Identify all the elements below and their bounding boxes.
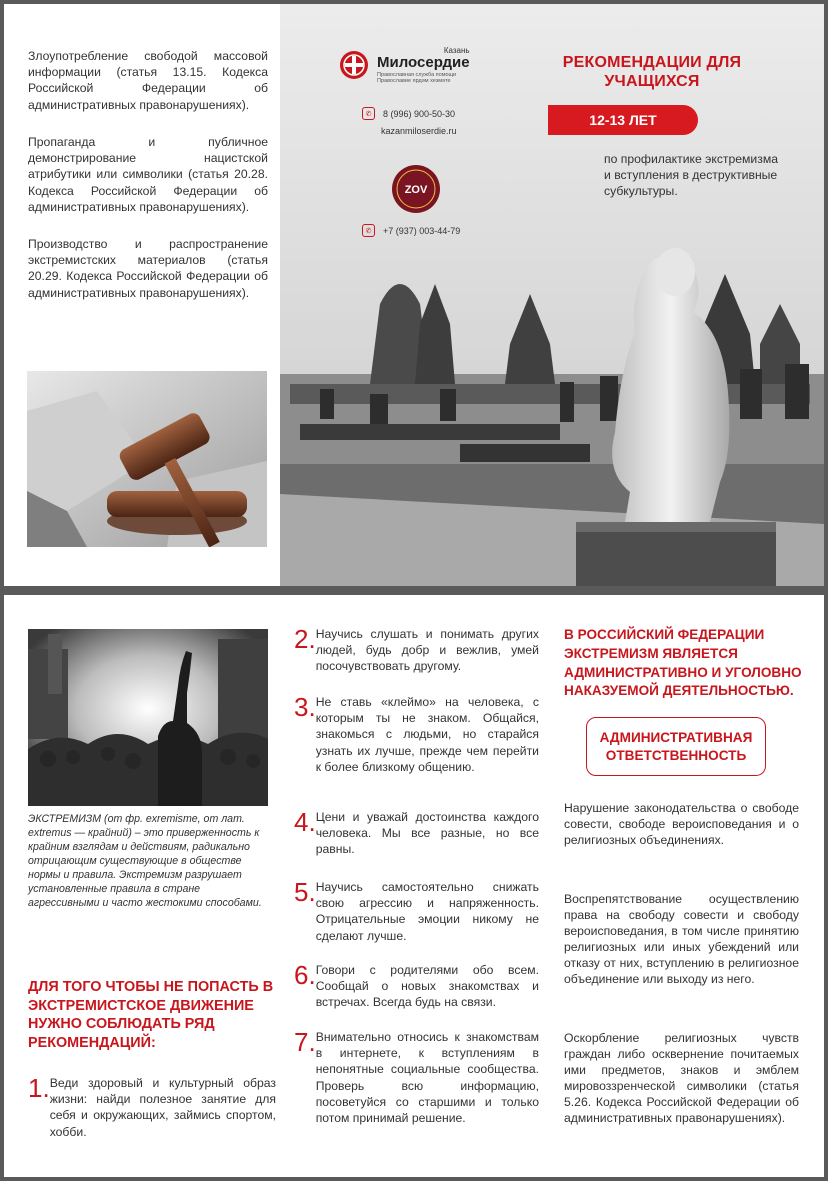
phone-line-1 bbox=[362, 107, 455, 120]
logo-subtitle: Православная служба помощи bbox=[377, 71, 457, 78]
logo-city: Казань bbox=[443, 46, 470, 55]
recommendations-heading: ДЛЯ ТОГО ЧТОБЫ НЕ ПОПАСТЬ В ЭКСТРЕМИСТСКОЕ ДВИЖЕНИЕ НУЖНО СОБЛЮДАТЬ РЯД РЕКОМЕНДАЦИЙ: bbox=[28, 979, 274, 1052]
liability-paragraph: Воспрепятствование осуществлению права на свободу совести и свободу вероисповедания, в том числе принятию религиозных или иных убеждений или отказу от них, вступлению в религиозное объединение или выходу из него. bbox=[564, 892, 799, 987]
recommendation-number: 2. bbox=[294, 624, 316, 654]
liability-paragraph: Нарушение законодательства о свободе совести, свободе вероисповедания и о религиозных объединениях. bbox=[564, 801, 799, 848]
recommendation-number: 5. bbox=[294, 877, 316, 907]
contact-block bbox=[339, 46, 539, 85]
recommendation-text: Научись слушать и понимать других людей, будь добр и вежлив, умей посочувствовать другому. bbox=[315, 627, 539, 674]
logo-subtitle-tatar: Православие ярдәм хезмәте bbox=[377, 78, 451, 85]
phone-number-2[interactable]: +7 (937) 003-44-79 bbox=[383, 225, 461, 236]
recommendation-number: 3. bbox=[294, 692, 316, 722]
recommendation-text: Веди здоровый и культурный образ жизни: найди полезное занятие для себя и окружающих, займись спортом, хобби. bbox=[49, 1076, 276, 1139]
recommendation-text: Говори с родителями обо всем. Сообщай о новых знакомствах и встречах. Всегда будь на связи. bbox=[315, 963, 539, 1010]
age-badge: 12-13 ЛЕТ bbox=[548, 105, 698, 135]
recommendation-text: Не ставь «клеймо» на человека, с которым ты не знаком. Общайся, знакомься с людьми, но старайся узнать их лучше, прежде чем перейти к более близкому общению. bbox=[315, 695, 539, 774]
recommendation-item bbox=[294, 694, 539, 775]
phone-line-2 bbox=[362, 224, 460, 237]
recommendation-item bbox=[294, 626, 539, 675]
liability-paragraph: Оскорбление религиозных чувств граждан либо осквернение почитаемых ими предметов, знаков и эмблем мировоззренческой символики (статья 5.26. Кодекса Российской Федерации об административных правонарушениях). bbox=[564, 1031, 799, 1126]
recommendation-item bbox=[28, 1075, 276, 1140]
recommendation-text: Внимательно относись к знакомствам в интернете, к вступлениям в непонятные социальные сообщества. Проверь всю информацию, посоветуйся со старшими и только потом принимай решение. bbox=[315, 1030, 539, 1126]
recommendation-number: 4. bbox=[294, 807, 316, 837]
violation-paragraph: Злоупотребление свободой массовой информации (статья 13.15. Кодекса Российской Федерации об административных правонарушениях). bbox=[28, 49, 268, 112]
zov-logo-text: ZOV bbox=[404, 184, 428, 196]
recommendation-item bbox=[294, 962, 539, 1011]
recommendation-item bbox=[294, 809, 539, 858]
recommendation-number: 1. bbox=[28, 1073, 50, 1103]
liability-heading: В РОССИЙСКИЙ ФЕДЕРАЦИИ ЭКСТРЕМИЗМ ЯВЛЯЕТСЯ АДМИНИСТРАТИВНО И УГОЛОВНО НАКАЗУЕМОЙ ДЕЯТЕЛЬНОСТЬЮ. bbox=[564, 627, 802, 699]
gavel-photo bbox=[27, 371, 267, 547]
recommendation-text: Цени и уважай достоинства каждого человека. Мы все разные, но все равны. bbox=[315, 810, 539, 857]
brochure-outer-side bbox=[4, 4, 824, 586]
recommendation-item bbox=[294, 1029, 539, 1126]
violation-paragraph: Пропаганда и публичное демонстрирование нацистской атрибутики или символики (статья 20.28. Кодекса Российской Федерации об административных правонарушениях). bbox=[28, 134, 268, 214]
website-line bbox=[381, 126, 457, 136]
extremism-definition: ЭКСТРЕМИЗМ (от фр. exremisme, от лат. extremus — крайний) – это приверженность к крайним взглядам и действиям, радикально отрицающим существующие в обществе нормы и правила. Экстремизм разрушает установленные правила в стране агрессивными и часто жестокими способами. bbox=[28, 813, 262, 909]
protest-photo bbox=[28, 629, 268, 806]
phone-number-1[interactable]: 8 (996) 900-50-30 bbox=[383, 108, 456, 119]
recommendation-number: 6. bbox=[294, 960, 316, 990]
logo-name: Милосердие bbox=[377, 54, 470, 71]
cross-logo-icon bbox=[339, 50, 369, 80]
violation-paragraph: Производство и распространение экстремистских материалов (статья 20.29. Кодекса Российской Федерации об административных правонарушениях). bbox=[28, 236, 268, 300]
violations-list bbox=[28, 48, 268, 322]
miloserdie-logo bbox=[339, 46, 539, 85]
recommendation-number: 7. bbox=[294, 1027, 316, 1057]
recommendations-subtitle: по профилактике экстремизма и вступления в деструктивные субкультуры. bbox=[604, 152, 778, 198]
recommendations-title: РЕКОМЕНДАЦИИ ДЛЯ УЧАЩИХСЯ bbox=[562, 54, 742, 90]
phone-icon: ✆ bbox=[362, 107, 375, 120]
brochure-inner-side bbox=[4, 595, 824, 1177]
phone-icon: ✆ bbox=[362, 224, 375, 237]
website-link[interactable]: kazanmiloserdie.ru bbox=[381, 126, 457, 136]
administrative-liability-box: АДМИНИСТРАТИВНАЯ ОТВЕТСТВЕННОСТЬ bbox=[586, 717, 766, 776]
recommendation-item bbox=[294, 879, 539, 944]
zov-logo-icon bbox=[391, 164, 441, 214]
recommendation-text: Научись самостоятельно снижать свою агрессию и напряженность. Отрицательные эмоции никому не сделают лучше. bbox=[315, 880, 539, 943]
